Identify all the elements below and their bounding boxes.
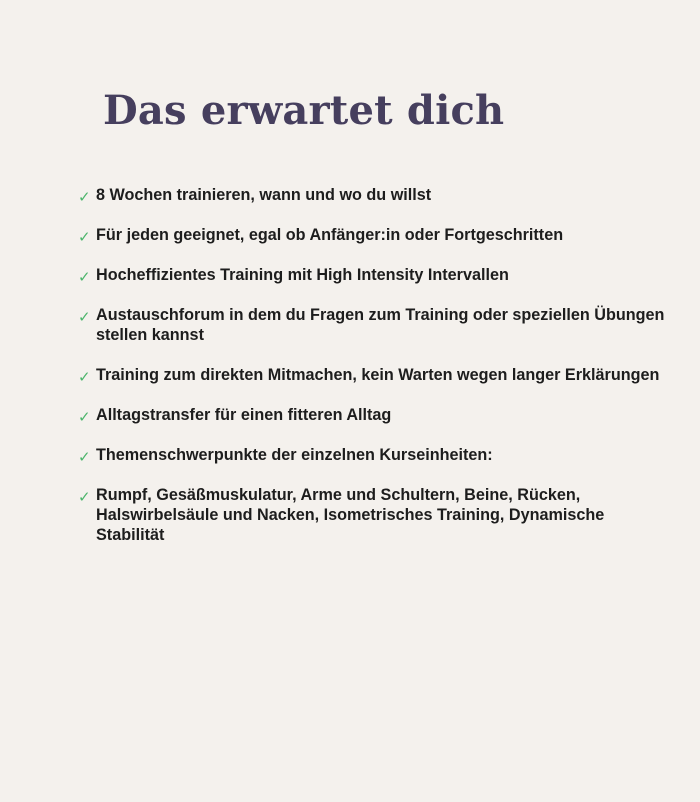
check-mark-icon: ✓: [78, 308, 91, 326]
check-mark-icon: ✓: [78, 408, 91, 426]
list-item-text: Alltagstransfer für einen fitteren Alltag: [96, 406, 392, 424]
check-mark-icon: ✓: [78, 268, 91, 286]
list-item: [76, 305, 672, 345]
list-item: [76, 225, 672, 245]
check-mark-icon: ✓: [78, 488, 91, 506]
list-item-text: Austauschforum in dem du Fragen zum Training oder speziellen Übungen stellen kannst: [96, 306, 665, 344]
list-item: [76, 405, 672, 425]
check-mark-icon: ✓: [78, 368, 91, 386]
list-item: [76, 265, 672, 285]
list-item-text: Themenschwerpunkte der einzelnen Kurseinheiten:: [96, 446, 493, 464]
list-item-text: Training zum direkten Mitmachen, kein Warten wegen langer Erklärungen: [96, 366, 660, 384]
list-item-text: Für jeden geeignet, egal ob Anfänger:in oder Fortgeschritten: [96, 226, 564, 244]
page-title: Das erwartet dich: [103, 87, 505, 134]
feature-list: [76, 185, 672, 565]
list-item: [76, 485, 672, 545]
list-item-text: Rumpf, Gesäßmuskulatur, Arme und Schultern, Beine, Rücken, Halswirbelsäule und Nacken, Isometrisches Training, Dynamische Stabilität: [96, 486, 605, 544]
list-item-text: Hocheffizientes Training mit High Intensity Intervallen: [96, 266, 509, 284]
list-item: [76, 185, 672, 205]
list-item: [76, 445, 672, 465]
check-mark-icon: ✓: [78, 188, 91, 206]
check-mark-icon: ✓: [78, 228, 91, 246]
list-item-text: 8 Wochen trainieren, wann und wo du willst: [96, 186, 432, 204]
check-mark-icon: ✓: [78, 448, 91, 466]
list-item: [76, 365, 672, 385]
